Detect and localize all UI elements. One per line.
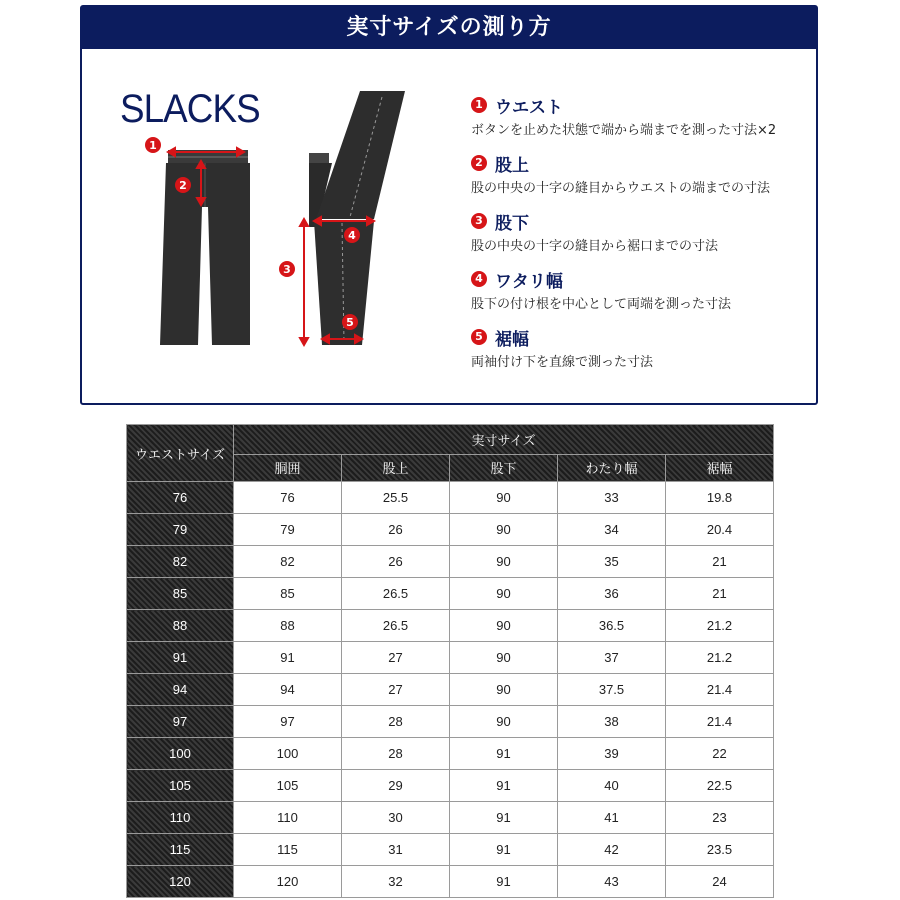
table-cell: 90 [450, 578, 558, 610]
number-badge-icon: 4 [471, 271, 487, 287]
waist-size-cell: 79 [127, 514, 234, 546]
table-row [127, 802, 774, 834]
legend-description: ボタンを止めた状態で端から端までを測った寸法×2 [471, 123, 777, 138]
table-cell: 26 [342, 514, 450, 546]
table-cell: 90 [450, 642, 558, 674]
slacks-label: SLACKS [120, 87, 260, 131]
table-row [127, 578, 774, 610]
table-cell: 90 [450, 482, 558, 514]
table-cell: 90 [450, 514, 558, 546]
waist-size-cell: 88 [127, 610, 234, 642]
table-cell: 21.4 [666, 706, 774, 738]
table-cell: 94 [234, 674, 342, 706]
table-cell: 91 [450, 802, 558, 834]
table-row [127, 706, 774, 738]
table-cell: 26.5 [342, 578, 450, 610]
table-cell: 90 [450, 610, 558, 642]
table-row [127, 546, 774, 578]
table-cell: 85 [234, 578, 342, 610]
waist-size-cell: 85 [127, 578, 234, 610]
table-cell: 38 [558, 706, 666, 738]
table-row [127, 610, 774, 642]
table-cell: 91 [450, 770, 558, 802]
table-cell: 37 [558, 642, 666, 674]
table-cell: 39 [558, 738, 666, 770]
table-cell: 21.4 [666, 674, 774, 706]
table-cell: 43 [558, 866, 666, 898]
legend-title: 股下 [495, 213, 529, 234]
legend-title: ワタリ幅 [495, 271, 563, 292]
marker-5: 5 [346, 316, 354, 329]
legend-title: 裾幅 [495, 329, 529, 350]
actual-size-header: 実寸サイズ [234, 425, 774, 455]
measurement-guide-panel [80, 5, 818, 405]
number-badge-icon: 3 [471, 213, 487, 229]
waist-size-cell: 110 [127, 802, 234, 834]
column-header: わたり幅 [558, 454, 666, 481]
measurement-legend [471, 93, 811, 383]
table-row [127, 834, 774, 866]
table-cell: 76 [234, 482, 342, 514]
waist-size-cell: 76 [127, 482, 234, 514]
table-cell: 21 [666, 578, 774, 610]
legend-item-waist [471, 93, 811, 151]
table-cell: 30 [342, 802, 450, 834]
pants-side-illustration [309, 91, 405, 345]
marker-2: 2 [179, 179, 187, 192]
table-cell: 36.5 [558, 610, 666, 642]
table-row [127, 770, 774, 802]
legend-item-hem [471, 325, 811, 383]
waist-size-header: ウエストサイズ [127, 425, 234, 482]
waist-size-cell: 91 [127, 642, 234, 674]
table-cell: 19.8 [666, 482, 774, 514]
table-cell: 21.2 [666, 642, 774, 674]
table-cell: 97 [234, 706, 342, 738]
legend-item-inseam [471, 209, 811, 267]
waist-size-cell: 82 [127, 546, 234, 578]
table-row [127, 674, 774, 706]
table-cell: 26 [342, 546, 450, 578]
table-row [127, 866, 774, 898]
table-cell: 115 [234, 834, 342, 866]
marker-3: 3 [283, 263, 291, 276]
table-cell: 36 [558, 578, 666, 610]
legend-item-thigh [471, 267, 811, 325]
legend-description: 両袖付け下を直線で測った寸法 [471, 355, 654, 370]
table-cell: 37.5 [558, 674, 666, 706]
table-cell: 88 [234, 610, 342, 642]
waist-size-cell: 105 [127, 770, 234, 802]
table-cell: 26.5 [342, 610, 450, 642]
number-badge-icon: 2 [471, 155, 487, 171]
legend-description: 股の中央の十字の縫目からウエストの端までの寸法 [471, 181, 771, 196]
table-cell: 91 [450, 834, 558, 866]
table-cell: 22.5 [666, 770, 774, 802]
legend-description: 股下の付け根を中心として両端を測った寸法 [471, 297, 732, 312]
table-cell: 27 [342, 674, 450, 706]
table-cell: 21.2 [666, 610, 774, 642]
table-cell: 42 [558, 834, 666, 866]
table-cell: 100 [234, 738, 342, 770]
legend-description: 股の中央の十字の縫目から裾口までの寸法 [471, 239, 719, 254]
marker-1: 1 [149, 139, 157, 152]
table-cell: 91 [234, 642, 342, 674]
legend-title: ウエスト [495, 97, 563, 118]
table-cell: 120 [234, 866, 342, 898]
table-cell: 28 [342, 738, 450, 770]
table-cell: 40 [558, 770, 666, 802]
column-header: 胴囲 [234, 454, 342, 481]
table-cell: 24 [666, 866, 774, 898]
table-row [127, 514, 774, 546]
table-cell: 82 [234, 546, 342, 578]
table-cell: 41 [558, 802, 666, 834]
table-cell: 105 [234, 770, 342, 802]
table-row [127, 738, 774, 770]
table-row [127, 642, 774, 674]
table-cell: 31 [342, 834, 450, 866]
table-cell: 90 [450, 706, 558, 738]
column-header: 股上 [342, 454, 450, 481]
table-cell: 33 [558, 482, 666, 514]
table-cell: 27 [342, 642, 450, 674]
table-cell: 20.4 [666, 514, 774, 546]
table-cell: 34 [558, 514, 666, 546]
table-cell: 25.5 [342, 482, 450, 514]
waist-size-cell: 100 [127, 738, 234, 770]
table-cell: 79 [234, 514, 342, 546]
column-header: 裾幅 [666, 454, 774, 481]
table-cell: 23 [666, 802, 774, 834]
table-cell: 21 [666, 546, 774, 578]
table-cell: 32 [342, 866, 450, 898]
panel-title: 実寸サイズの測り方 [82, 7, 816, 49]
column-header: 股下 [450, 454, 558, 481]
table-cell: 23.5 [666, 834, 774, 866]
legend-title: 股上 [495, 155, 529, 176]
legend-item-rise [471, 151, 811, 209]
waist-size-cell: 94 [127, 674, 234, 706]
table-cell: 35 [558, 546, 666, 578]
waist-size-cell: 120 [127, 866, 234, 898]
size-table [126, 424, 774, 898]
table-cell: 91 [450, 738, 558, 770]
number-badge-icon: 1 [471, 97, 487, 113]
waist-size-cell: 97 [127, 706, 234, 738]
table-cell: 110 [234, 802, 342, 834]
slacks-diagram [82, 7, 462, 403]
marker-4: 4 [348, 229, 356, 242]
table-cell: 29 [342, 770, 450, 802]
table-cell: 28 [342, 706, 450, 738]
waist-size-cell: 115 [127, 834, 234, 866]
table-row [127, 482, 774, 514]
pants-front-illustration [160, 150, 250, 345]
table-cell: 22 [666, 738, 774, 770]
table-cell: 90 [450, 674, 558, 706]
table-cell: 91 [450, 866, 558, 898]
number-badge-icon: 5 [471, 329, 487, 345]
table-cell: 90 [450, 546, 558, 578]
